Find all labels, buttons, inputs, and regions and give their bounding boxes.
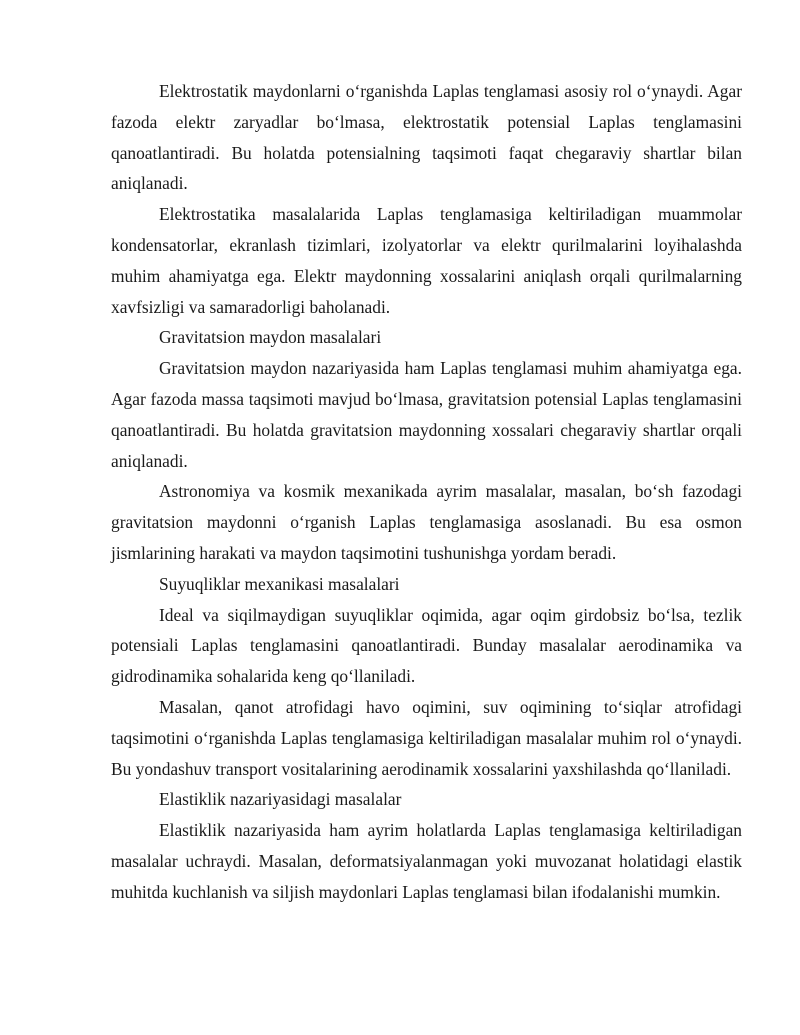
document-body	[111, 76, 742, 908]
paragraph-astronomy: Astronomiya va kosmik mexanikada ayrim masalalar, masalan, bo‘sh fazodagi gravitatsion maydonni o‘rganish Laplas tenglamasiga asoslanadi. Bu esa osmon jismlarining harakati va maydon taqsimotini tushunishga yordam beradi.	[111, 481, 742, 563]
section-heading-fluid-mechanics: Suyuqliklar mexanikasi masalalari	[159, 573, 400, 594]
paragraph-elasticity-theory: Elastiklik nazariyasida ham ayrim holatlarda Laplas tenglamasiga keltiriladigan masalalar uchraydi. Masalan, deformatsiyalanmagan yoki muvozanat holatidagi elastik muhitda kuchlanish va siljish maydonlari Laplas tenglamasi bilan ifodalanishi mumkin.	[111, 820, 742, 902]
paragraph-ideal-fluids: Ideal va siqilmaydigan suyuqliklar oqimida, agar oqim girdobsiz bo‘lsa, tezlik potensiali Laplas tenglamasini qanoatlantiradi. Bunday masalalar aerodinamika va gidrodinamika sohalarida keng qo‘llaniladi.	[111, 604, 742, 687]
paragraph-electrostatics-applications: Elektrostatika masalalarida Laplas tenglamasiga keltiriladigan muammolar kondensatorlar, ekranlash tizimlari, izolyatorlar va elektr qurilmalarini loyihalashda muhim ahamiyatga ega. Elektr maydonning xossalarini aniqlash orqali qurilmalarning xavfsizligi va samaradorligi baholanadi.	[111, 204, 742, 317]
paragraph-gravitational-theory: Gravitatsion maydon nazariyasida ham Laplas tenglamasi muhim ahamiyatga ega. Agar fazoda massa taqsimoti mavjud bo‘lmasa, gravitatsion potensial Laplas tenglamasini qanoatlantiradi. Bu holatda gravitatsion maydonning xossalari chegaraviy shartlar orqali aniqlanadi.	[111, 358, 742, 471]
paragraph-electrostatics-intro: Elektrostatik maydonlarni o‘rganishda Laplas tenglamasi asosiy rol o‘ynaydi. Agar fazoda elektr zaryadlar bo‘lmasa, elektrostatik potensial Laplas tenglamasini qanoatlantiradi. Bu holatda potensialning taqsimoti faqat chegaraviy shartlar bilan aniqlanadi.	[111, 81, 742, 194]
section-heading-gravitational: Gravitatsion maydon masalalari	[159, 327, 382, 348]
paragraph-wing-airflow: Masalan, qanot atrofidagi havo oqimini, suv oqimining to‘siqlar atrofidagi taqsimotini o‘rganishda Laplas tenglamasiga keltiriladigan masalalar muhim rol o‘ynaydi. Bu yondashuv transport vositalarining aerodinamik xossalarini yaxshilashda qo‘llaniladi.	[111, 696, 742, 779]
section-heading-elasticity: Elastiklik nazariyasidagi masalalar	[159, 789, 402, 810]
